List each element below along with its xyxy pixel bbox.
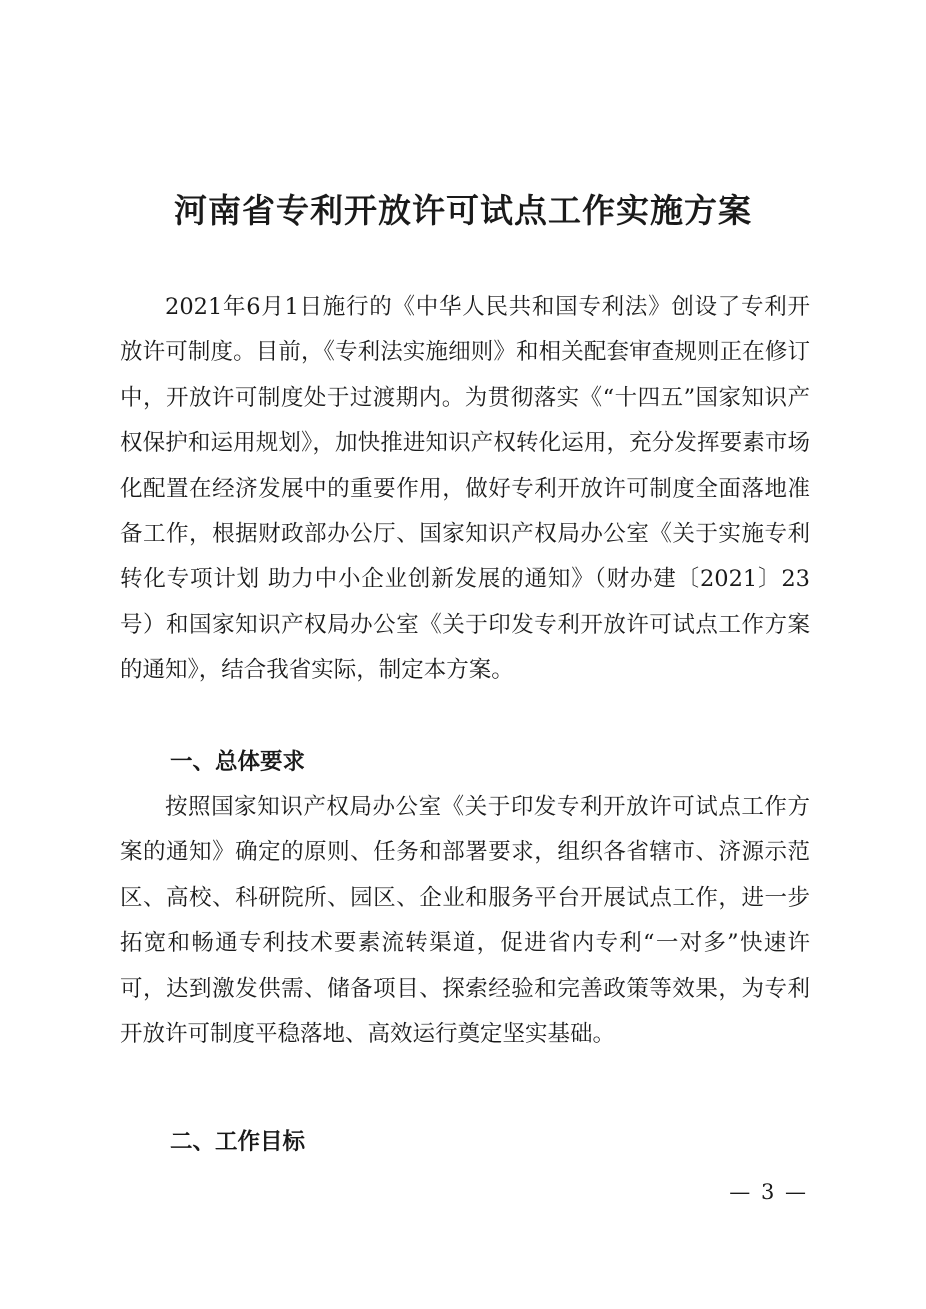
document-title: 河南省专利开放许可试点工作实施方案	[174, 191, 752, 230]
page-number: — 3 —	[729, 1180, 808, 1204]
section-heading-general-requirements: 一、总体要求	[170, 749, 306, 775]
general-requirements-paragraph: 按照国家知识产权局办公室《关于印发专利开放许可试点工作方案的通知》确定的原则、任务和部署要求，组织各省辖市、济源示范区、高校、科研院所、园区、企业和服务平台开展试点工作，进一步拓宽和畅通专利技术要素流转渠道，促进省内专利“一对多”快速许可，达到激发供需、储备项目、探索经验和完善政策等效果，为专利开放许可制度平稳落地、高效运行奠定坚实基础。	[120, 794, 810, 1048]
section-heading-work-goals: 二、工作目标	[170, 1129, 306, 1155]
intro-paragraph: 2021年6月1日施行的《中华人民共和国专利法》创设了专利开放许可制度。目前，《专利法实施细则》和相关配套审查规则正在修订中，开放许可制度处于过渡期内。为贯彻落实《“十四五”国家知识产权保护和运用规划》，加快推进知识产权转化运用，充分发挥要素市场化配置在经济发展中的重要作用，做好专利开放许可制度全面落地准备工作，根据财政部办公厅、国家知识产权局办公室《关于实施专利转化专项计划 助力中小企业创新发展的通知》（财办建〔2021〕23号）和国家知识产权局办公室《关于印发专利开放许可试点工作方案的通知》，结合我省实际，制定本方案。	[120, 294, 810, 684]
